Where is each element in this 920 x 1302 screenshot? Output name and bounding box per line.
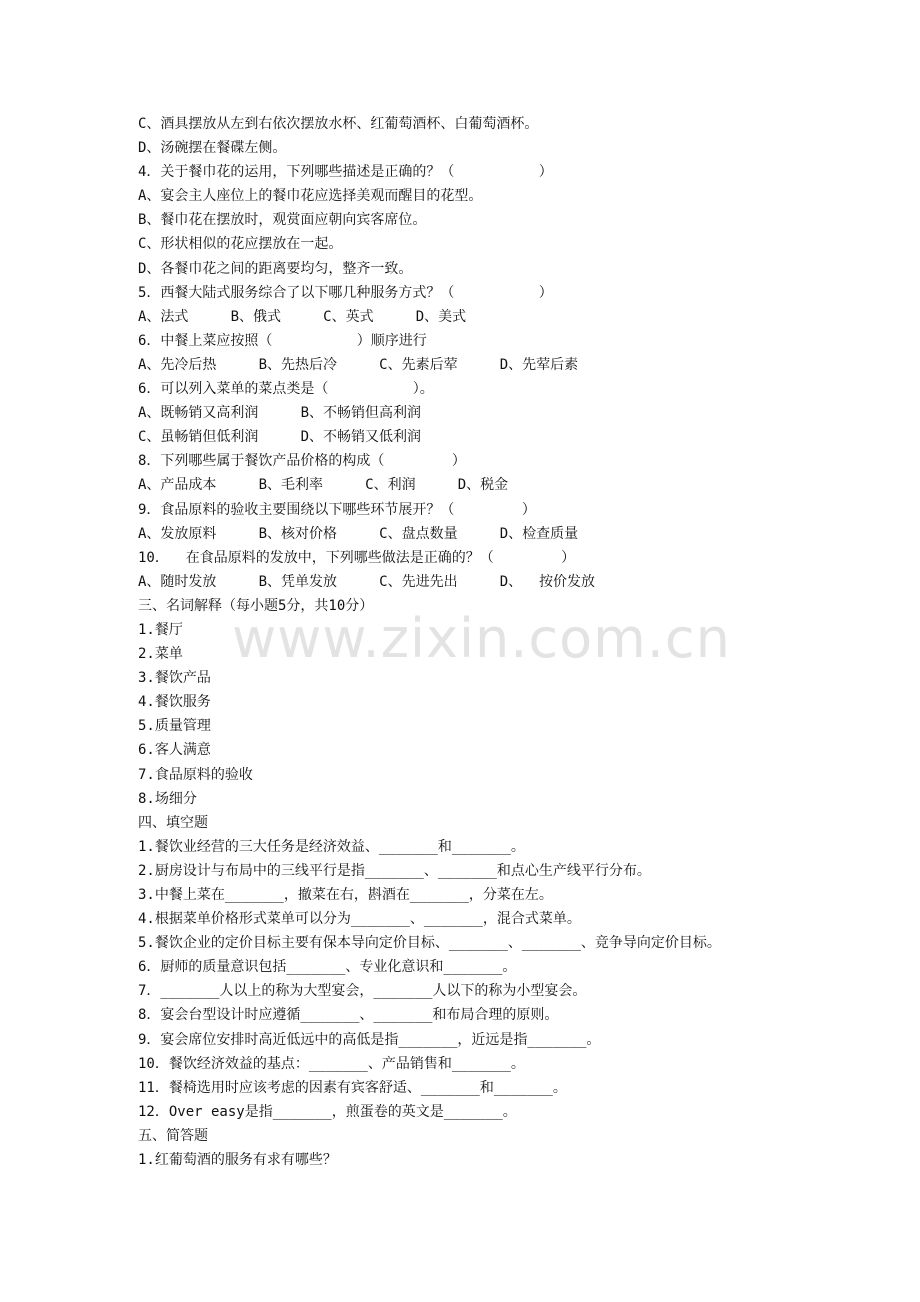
text-line: A、发放原料 B、核对价格 C、盘点数量 D、检查质量 [138, 525, 579, 542]
text-line: 6.客人满意 [138, 742, 211, 759]
text-line: D、汤碗摆在餐碟左侧。 [138, 140, 287, 157]
text-line: 3.餐饮产品 [138, 670, 211, 687]
text-line: 1.红葡萄酒的服务有求有哪些？ [138, 1152, 337, 1169]
text-line: C、形状相似的花应摆放在一起。 [138, 236, 343, 253]
text-line: A、法式 B、俄式 C、英式 D、美式 [138, 308, 467, 325]
text-line: 5．西餐大陆式服务综合了以下哪几种服务方式？（ ） [138, 284, 553, 301]
text-line: 6．厨师的质量意识包括_______、专业化意识和_______。 [138, 959, 517, 976]
text-line: 4．关于餐巾花的运用，下列哪些描述是正确的？（ ） [138, 164, 553, 181]
text-line: 7.食品原料的验收 [138, 766, 253, 783]
text-line: 8．宴会台型设计时应遵循_______、_______和布局合理的原则。 [138, 1007, 559, 1024]
text-line: 五、简答题 [138, 1127, 208, 1144]
text-line: B、餐巾花在摆放时，观赏面应朝向宾客席位。 [138, 212, 427, 229]
text-line: 5.餐饮企业的定价目标主要有保本导向定价目标、_______、_______、竞争导向定价目标。 [138, 935, 721, 952]
text-line: 10． 在食品原料的发放中，下列哪些做法是正确的？（ ） [138, 549, 576, 566]
text-line: A、先冷后热 B、先热后冷 C、先素后荤 D、先荤后素 [138, 356, 579, 373]
text-line: 1.餐饮业经营的三大任务是经济效益、_______和_______。 [138, 838, 525, 855]
text-line: 8.场细分 [138, 790, 197, 807]
text-line: 2.厨房设计与布局中的三线平行是指_______、_______和点心生产线平行分布。 [138, 862, 651, 879]
text-line: 6．中餐上菜应按照（ ）顺序进行 [138, 332, 427, 349]
text-line: 1.餐厅 [138, 621, 183, 638]
text-line: 4.餐饮服务 [138, 694, 211, 711]
document-body [138, 112, 898, 1172]
text-line: 9．宴会席位安排时高近低远中的高低是指_______，近远是指_______。 [138, 1031, 601, 1048]
text-line: 11．餐椅选用时应该考虑的因素有宾客舒适、_______和_______。 [138, 1079, 567, 1096]
text-line: A、产品成本 B、毛利率 C、利润 D、税金 [138, 477, 509, 494]
text-line: D、各餐巾花之间的距离要均匀，整齐一致。 [138, 260, 413, 277]
text-line: C、酒具摆放从左到右依次摆放水杯、红葡萄酒杯、白葡萄酒杯。 [138, 116, 539, 132]
text-line: A、随时发放 B、凭单发放 C、先进先出 D、 按价发放 [138, 573, 596, 590]
text-line: 8．下列哪些属于餐饮产品价格的构成（ ） [138, 453, 466, 470]
text-line: A、既畅销又高利润 B、不畅销但高利润 [138, 405, 421, 422]
text-line: 9．食品原料的验收主要围绕以下哪些环节展开？（ ） [138, 501, 536, 518]
text-line: C、虽畅销但低利润 D、不畅销又低利润 [138, 429, 421, 446]
text-line: 4.根据菜单价格形式菜单可以分为_______、_______，混合式菜单。 [138, 911, 581, 928]
text-line: 10．餐饮经济效益的基点：_______、产品销售和_______。 [138, 1055, 525, 1072]
text-line: 5.质量管理 [138, 718, 211, 735]
watermark: www.zixin.com.cn [232, 607, 731, 670]
text-line: 三、名词解释（每小题5分，共10分） [138, 597, 374, 614]
text-line: 12．Over easy是指_______，煎蛋卷的英文是_______。 [138, 1103, 517, 1120]
text-line: 7．_______人以上的称为大型宴会，_______人以下的称为小型宴会。 [138, 983, 587, 1000]
text-line: A、宴会主人座位上的餐巾花应选择美观而醒目的花型。 [138, 188, 483, 205]
text-line: 四、填空题 [138, 814, 208, 831]
text-line: 6．可以列入菜单的菜点类是（ ）。 [138, 381, 434, 398]
text-line: 3.中餐上菜在_______，撤菜在右，斟酒在_______，分菜在左。 [138, 887, 553, 903]
text-line: 2.菜单 [138, 646, 183, 663]
